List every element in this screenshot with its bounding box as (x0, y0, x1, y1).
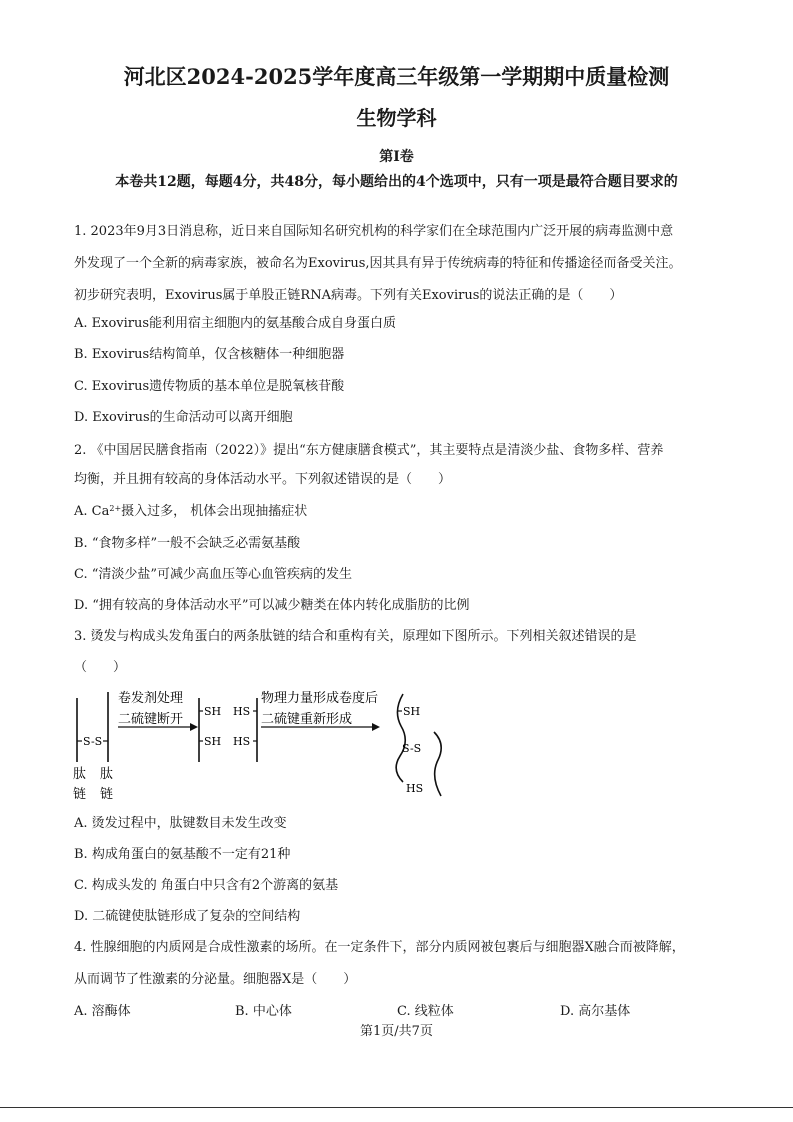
exam-title: 河北区2024-2025学年度高三年级第一学期期中质量检测 (123, 64, 670, 89)
q1-option-b: B. Exovirus结构简单，仅含核糖体一种细胞器 (74, 347, 345, 362)
sh-label-2: SH (204, 735, 222, 748)
q2-option-a-pre: A. Ca (74, 504, 110, 519)
q1-option-a: A. Exovirus能利用宿主细胞内的氨基酸合成自身蛋白质 (74, 316, 397, 331)
curled-sh-label: SH (403, 705, 421, 718)
q3-option-c: C. 构成头发的 角蛋白中只含有2个游离的氨基 (74, 878, 339, 893)
arrow2-top-label: 物理力量形成卷度后 (261, 691, 379, 706)
chain-b-label-2: 链 (100, 787, 114, 802)
ss-label-initial: S-S (83, 735, 103, 748)
page-footer: 第1页/共7页 (360, 1024, 433, 1039)
q2-line2: 均衡，并且拥有较高的身体活动水平。下列叙述错误的是（ ） (74, 472, 452, 487)
q1-option-d: D. Exovirus的生命活动可以离开细胞 (74, 410, 293, 425)
q3-option-b: B. 构成角蛋白的氨基酸不一定有21种 (74, 847, 291, 862)
chain-b-label-1: 肽 (100, 767, 114, 782)
q4-option-c: C. 线粒体 (397, 1004, 454, 1019)
instructions: 本卷共12题，每题4分，共48分，每小题给出的4个选项中，只有一项是最符合题目要求的 (115, 174, 678, 190)
q2-option-d: D. “拥有较高的身体活动水平”可以减少糖类在体内转化成脂肪的比例 (74, 598, 470, 613)
q4-line1: 4. 性腺细胞的内质网是合成性激素的场所。在一定条件下，部分内质网被包裹后与细胞器X融合而被降解， (74, 940, 685, 955)
arrow1-head (190, 723, 198, 731)
curled-hs-label: HS (406, 782, 424, 795)
q2-option-a (74, 504, 307, 520)
hair-perm-diagram (60, 686, 460, 804)
q2-option-a-post: 摄入过多， 机体会出现抽搐症状 (121, 504, 308, 519)
subject-title: 生物学科 (356, 106, 437, 130)
section-title: 第Ⅰ卷 (379, 149, 414, 165)
q1-line1: 1. 2023年9月3日消息称，近日来自国际知名研究机构的科学家们在全球范围内广泛开展的病毒监测中意 (74, 224, 674, 239)
chain-a-label-2: 链 (73, 787, 87, 802)
q2-option-c: C. “清淡少盐”可减少高血压等心血管疾病的发生 (74, 567, 353, 582)
q1-option-c: C. Exovirus遗传物质的基本单位是脱氧核苷酸 (74, 379, 345, 394)
hs-label-1: HS (233, 705, 251, 718)
q3-option-a: A. 烫发过程中，肽键数目未发生改变 (74, 816, 287, 831)
arrow2-bottom-label: 二硫键重新形成 (261, 712, 353, 727)
q2-option-b: B. “食物多样”一般不会缺乏必需氨基酸 (74, 536, 301, 551)
q4-option-d: D. 高尔基体 (560, 1004, 631, 1019)
q2-line1: 2. 《中国居民膳食指南（2022）》提出“东方健康膳食模式”，其主要特点是清淡少盐、食物多样、营养 (74, 443, 664, 458)
q1-line2: 外发现了一个全新的病毒家族，被命名为Exovirus,因其具有异于传统病毒的特征和传播途径而备受关注。 (74, 256, 682, 271)
bottom-divider (0, 1107, 793, 1108)
chain-a-label-1: 肽 (73, 767, 87, 782)
q3-option-d: D. 二硫键使肽链形成了复杂的空间结构 (74, 909, 301, 924)
q4-line2: 从而调节了性激素的分泌量。细胞器X是（ ） (74, 972, 357, 987)
arrow1-bottom-label: 二硫键断开 (118, 712, 184, 727)
hs-label-2: HS (233, 735, 251, 748)
curled-chain-right (434, 732, 441, 796)
sh-label-1: SH (204, 705, 222, 718)
q4-option-a: A. 溶酶体 (74, 1004, 131, 1019)
arrow1-top-label: 卷发剂处理 (118, 691, 184, 706)
arrow2-head (372, 723, 380, 731)
q3-line2: （ ） (74, 660, 127, 675)
q2-option-a-sup: 2+ (109, 504, 122, 513)
q1-line3: 初步研究表明，Exovirus属于单股正链RNA病毒。下列有关Exovirus的说法正确的是（ ） (74, 288, 623, 303)
curled-ss-label: S-S (402, 742, 422, 755)
q3-line1: 3. 烫发与构成头发角蛋白的两条肽链的结合和重构有关，原理如下图所示。下列相关叙述错误的是 (74, 629, 637, 644)
q4-option-b: B. 中心体 (235, 1004, 292, 1019)
